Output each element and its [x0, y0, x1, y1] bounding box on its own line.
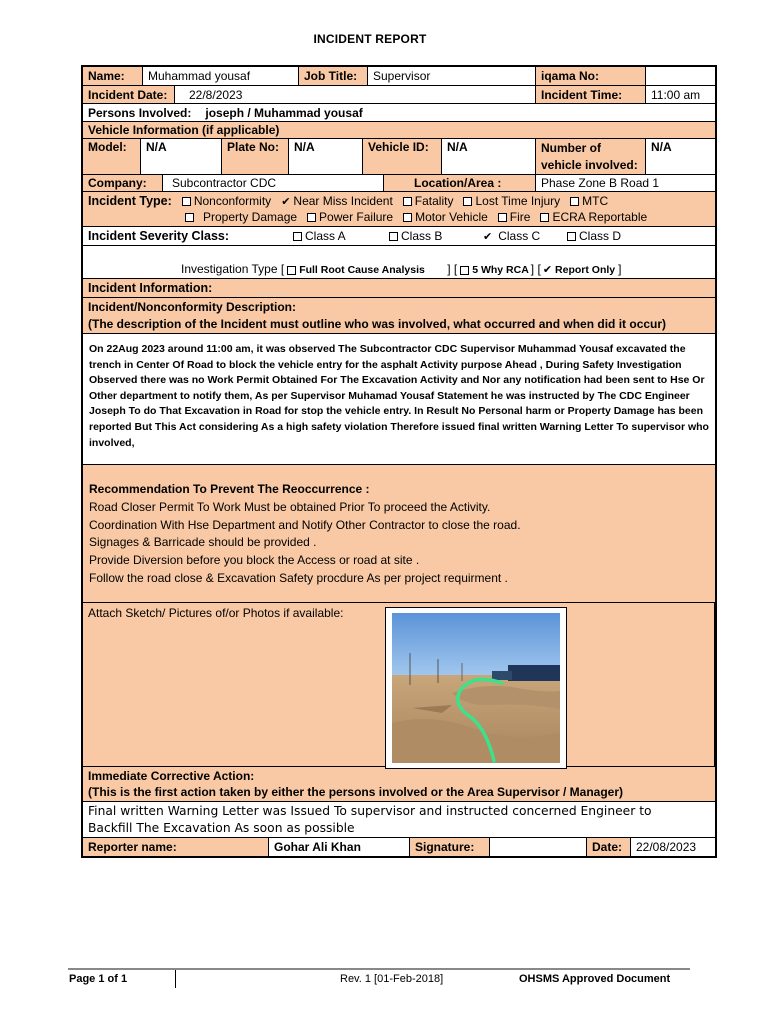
type-property-damage[interactable] — [185, 210, 297, 224]
severity-class-b[interactable] — [389, 229, 473, 243]
job-title-value: Supervisor — [368, 67, 536, 85]
investigation-report-only-label: Report Only — [555, 263, 616, 276]
checkbox-icon — [567, 232, 576, 241]
severity-class-c[interactable] — [483, 229, 557, 243]
desc-header-title: Incident/Nonconformity Description: — [88, 299, 297, 314]
vehicle-header-row — [83, 122, 715, 139]
incident-type-row — [83, 192, 715, 227]
investigation-row — [83, 246, 715, 279]
report-date-label: Date: — [587, 838, 631, 856]
corrective-header-cell — [83, 767, 715, 801]
corrective-text-cell — [83, 802, 715, 837]
checkmark-icon: ✔ — [542, 264, 553, 276]
severity-class-d[interactable] — [567, 229, 621, 243]
incident-date-value: 22/8/2023 — [175, 86, 536, 103]
severity-class-b-label: Class B — [401, 229, 443, 243]
severity-label: Incident Severity Class: — [88, 229, 230, 243]
attachment-label: Attach Sketch/ Pictures of/or Photos if available: — [83, 603, 715, 766]
desc-header-note: (The description of the Incident must outline who was involved, what occurred and when did it occur) — [88, 316, 667, 331]
reporter-label: Reporter name: — [83, 838, 269, 856]
vehicle-id-label: Vehicle ID: — [363, 139, 442, 174]
recommendation-cell — [83, 465, 715, 602]
type-near-miss[interactable] — [281, 194, 393, 208]
company-row — [83, 175, 715, 192]
severity-class-d-label: Class D — [579, 229, 622, 243]
type-fire-label: Fire — [509, 210, 531, 224]
location-value: Phase Zone B Road 1 — [541, 176, 660, 190]
checkbox-icon — [403, 197, 412, 206]
checkbox-icon — [182, 197, 191, 206]
reporter-name: Gohar Ali Khan — [269, 838, 410, 856]
description-row — [83, 334, 715, 465]
vehicle-count-value: N/A — [651, 140, 672, 154]
recommendation-row — [83, 465, 715, 603]
type-near-miss-label: Near Miss Incident — [293, 194, 393, 208]
checkbox-icon — [498, 213, 507, 222]
recommendation-item: Signages & Barricade should be provided . — [89, 535, 317, 550]
desc-header-cell — [83, 298, 715, 333]
signature-field — [490, 838, 587, 856]
recommendation-item: Follow the road close & Excavation Safety procdure As per project requirment . — [89, 570, 508, 585]
footer-revision: Rev. 1 [01-Feb-2018] — [340, 973, 444, 985]
investigation-full-rca[interactable] — [287, 264, 447, 276]
type-power-failure[interactable] — [307, 210, 393, 224]
name-value: Muhammad yousaf — [143, 67, 299, 85]
location-label: Location/Area : — [384, 175, 536, 191]
investigation-end: ] — [618, 262, 622, 276]
footer-divider — [68, 968, 690, 970]
investigation-full-rca-label: Full Root Cause Analysis — [299, 264, 425, 276]
company-value: Subcontractor CDC — [163, 175, 384, 191]
incident-photo — [385, 607, 567, 769]
persons-label: Persons Involved: — [88, 105, 192, 120]
checkmark-icon: ✔ — [483, 230, 493, 243]
report-title: INCIDENT REPORT — [313, 32, 427, 46]
type-nonconformity-label: Nonconformity — [193, 194, 272, 208]
incident-type-line-1 — [88, 193, 608, 209]
type-lost-time-injury-label: Lost Time Injury — [475, 194, 561, 208]
checkbox-icon — [570, 197, 579, 206]
type-property-damage-label: Property Damage — [203, 210, 298, 224]
plate-value: N/A — [289, 139, 363, 174]
checkbox-icon — [389, 232, 398, 241]
type-motor-vehicle[interactable] — [403, 210, 488, 224]
info-header-row — [83, 279, 715, 298]
footer-page: Page 1 of 1 — [69, 973, 128, 985]
plate-label: Plate No: — [222, 139, 289, 174]
incident-info-header: Incident Information: — [88, 281, 213, 295]
checkbox-icon — [185, 213, 194, 222]
vehicle-count-label — [536, 139, 646, 174]
type-ecra[interactable] — [540, 210, 647, 224]
type-fatality[interactable] — [403, 194, 454, 208]
incident-type-line-2 — [88, 209, 647, 225]
severity-row — [83, 227, 715, 246]
incident-type-label: Incident Type: — [88, 194, 172, 208]
iqama-value — [646, 67, 715, 85]
name-row — [83, 67, 715, 86]
checkbox-icon — [287, 266, 296, 275]
vehicle-count-label-1: Number of — [541, 141, 601, 155]
type-nonconformity[interactable] — [182, 194, 271, 208]
reporter-row — [83, 838, 715, 856]
vehicle-row — [83, 139, 715, 175]
job-title-label: Job Title: — [299, 67, 368, 85]
investigation-5-why[interactable] — [460, 264, 529, 276]
incident-report-form — [81, 65, 717, 858]
severity-class-c-label: Class C — [498, 229, 541, 243]
checkbox-icon — [460, 266, 469, 275]
type-fatality-label: Fatality — [414, 194, 454, 208]
type-motor-vehicle-label: Motor Vehicle — [415, 210, 488, 224]
type-fire[interactable] — [498, 210, 531, 224]
recommendation-item: Road Closer Permit To Work Must be obtained Prior To proceed the Activity. — [89, 499, 491, 514]
vehicle-count-label-2: vehicle involved: — [541, 158, 638, 172]
model-label: Model: — [83, 139, 141, 174]
incident-description: On 22Aug 2023 around 11:00 am, it was observed The Subcontractor CDC Supervisor Muhammad Yousaf excavated the trench in Center Of Road to block the vehicle entry for the asphalt Activity purpose Ahead , During Safety Investigation Observed there was no Work Permit Obtained For The Excavation Activity and Nor any notification had been sent to Hse Or Other department to notify them, As per Supervisor Muhamad Yousaf Statement he was instructed by The CDC Engineer Joseph To do That Excavation in Road for stop the vehicle entry. In Result No Personal harm or Property Damage has been reported But This Act considering As a high safety violation Therefore issued final written Warning Letter To supervisor who involved, — [89, 343, 709, 449]
corrective-text-row — [83, 802, 715, 838]
checkbox-icon — [540, 213, 549, 222]
investigation-label: Investigation Type [ — [181, 262, 285, 276]
investigation-sep-2: ] [ — [530, 262, 541, 276]
checkbox-icon — [307, 213, 316, 222]
vehicle-id-value: N/A — [442, 139, 536, 174]
signature-label: Signature: — [410, 838, 490, 856]
type-power-failure-label: Power Failure — [319, 210, 394, 224]
incident-date-label: Incident Date: — [83, 86, 175, 103]
severity-class-a[interactable] — [293, 229, 379, 243]
type-mtc[interactable] — [570, 194, 608, 208]
incident-photo-image — [392, 613, 560, 763]
recommendation-title: Recommendation To Prevent The Reoccurrence : — [89, 482, 370, 496]
type-ecra-label: ECRA Reportable — [552, 210, 648, 224]
model-value: N/A — [141, 139, 222, 174]
incident-date-row — [83, 86, 715, 104]
incident-time-value: 11:00 am — [651, 87, 701, 102]
persons-value: joseph / Muhammad yousaf — [205, 105, 363, 120]
vehicle-header: Vehicle Information (if applicable) — [88, 123, 280, 137]
recommendation-item: Provide Diversion before you block the Access or road at site . — [89, 553, 420, 568]
type-lost-time-injury[interactable] — [463, 194, 560, 208]
attachment-row — [83, 603, 715, 767]
investigation-report-only[interactable] — [543, 263, 615, 276]
investigation-cell — [83, 246, 715, 278]
checkmark-icon: ✔ — [281, 195, 291, 208]
footer-document: OHSMS Approved Document — [519, 973, 671, 985]
type-mtc-label: MTC — [582, 194, 609, 208]
checkbox-icon — [403, 213, 412, 222]
incident-time-label: Incident Time: — [536, 86, 646, 103]
corrective-text-line-2: Backfill The Excavation As soon as possible — [88, 820, 355, 835]
recommendation-item: Coordination With Hse Department and Notify Other Contractor to close the road. — [89, 517, 521, 532]
corrective-title: Immediate Corrective Action: — [88, 769, 255, 783]
company-label: Company: — [83, 175, 163, 191]
investigation-5-why-label: 5 Why RCA — [472, 264, 529, 276]
severity-cell — [83, 227, 715, 245]
name-label: Name: — [83, 67, 143, 85]
persons-row — [83, 104, 715, 122]
iqama-label: iqama No: — [536, 67, 646, 85]
severity-class-a-label: Class A — [305, 229, 346, 243]
corrective-note: (This is the first action taken by either the persons involved or the Area Supervisor / Manager) — [88, 785, 624, 799]
corrective-header-row — [83, 767, 715, 802]
corrective-text-line-1: Final written Warning Letter was Issued To supervisor and instructed concerned Engineer to — [88, 803, 652, 818]
persons-involved — [83, 104, 715, 121]
incident-type-cell — [83, 192, 715, 226]
footer-separator — [175, 970, 176, 988]
investigation-sep-1: ] [ — [447, 262, 458, 276]
report-date-value: 22/08/2023 — [631, 838, 715, 856]
checkbox-icon — [293, 232, 302, 241]
desc-header-row — [83, 298, 715, 334]
checkbox-icon — [463, 197, 472, 206]
